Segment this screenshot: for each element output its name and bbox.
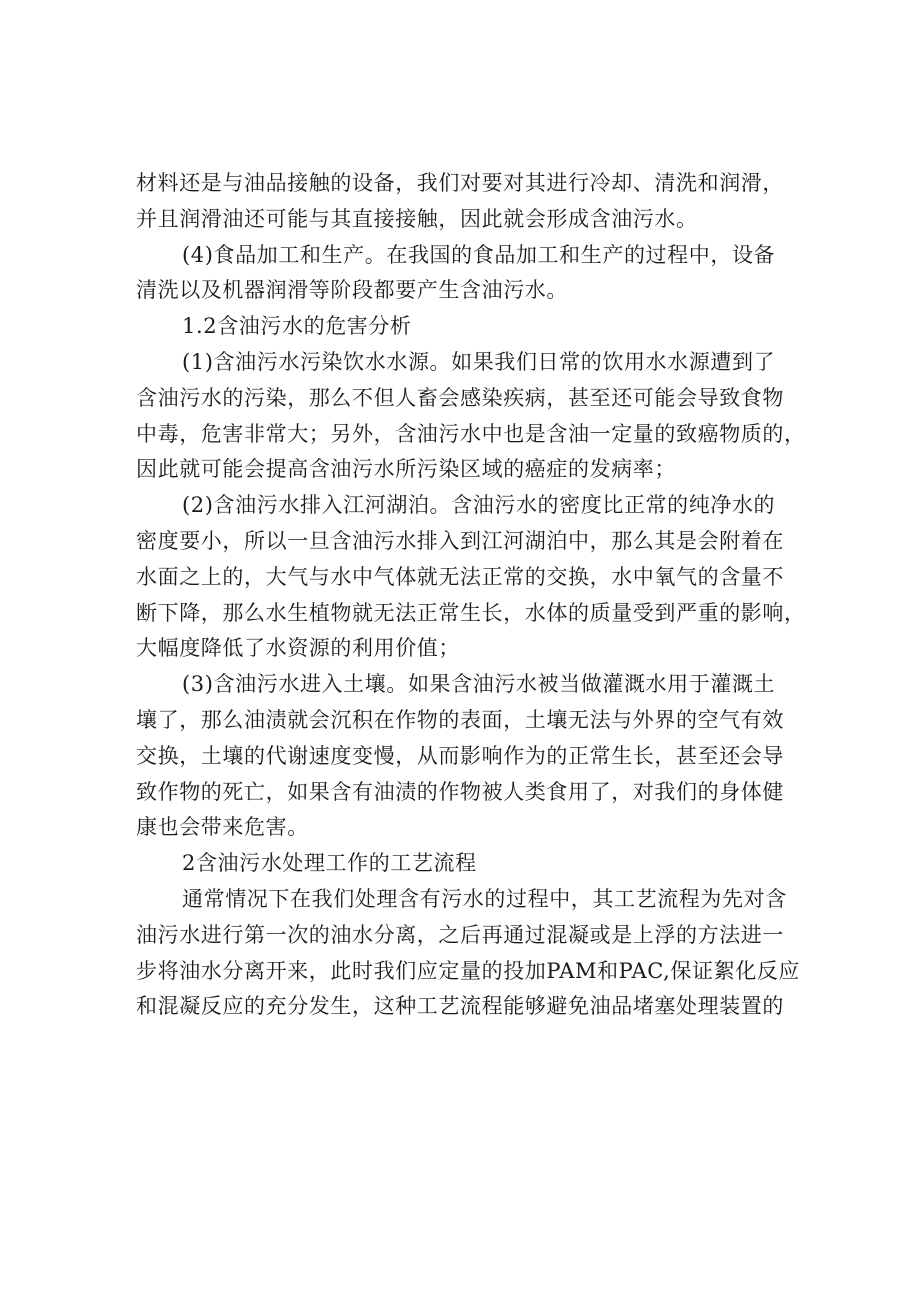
text-line: 密度要小，所以一旦含油污水排入到江河湖泊中，那么其是会附着在 [136, 528, 784, 553]
text-line: 步将油水分离开来，此时我们应定量的投加PAM和PAC,保证絮化反应 [136, 958, 801, 983]
text-line: 致作物的死亡，如果含有油渍的作物被人类食用了，对我们的身体健 [136, 779, 784, 804]
text-line: 2含油污水处理工作的工艺流程 [182, 851, 477, 876]
text-line: (1)含油污水污染饮水水源。如果我们日常的饮用水水源遭到了 [182, 349, 776, 374]
text-line: 壤了，那么油渍就会沉积在作物的表面，土壤无法与外界的空气有效 [136, 707, 784, 732]
text-line: 1.2含油污水的危害分析 [182, 314, 412, 339]
text-line: 康也会带来危害。 [136, 815, 309, 840]
text-line: 清洗以及机器润滑等阶段都要产生含油污水。 [136, 278, 568, 303]
text-line: 材料还是与油品接触的设备，我们对要对其进行冷却、清洗和润滑， [136, 171, 784, 195]
text-line: 含油污水的污染，那么不但人畜会感染疾病，甚至还可能会导致食物 [136, 385, 784, 410]
text-line: (4)食品加工和生产。在我国的食品加工和生产的过程中，设备 [182, 242, 776, 267]
text-line: 中毒，危害非常大；另外，含油污水中也是含油一定量的致癌物质的， [136, 421, 806, 446]
text-line: 交换，土壤的代谢速度变慢，从而影响作为的正常生长，甚至还会导 [136, 743, 784, 768]
text-line: 并且润滑油还可能与其直接接触，因此就会形成含油污水。 [136, 206, 698, 231]
text-line: 因此就可能会提高含油污水所污染区域的癌症的发病率； [136, 457, 676, 482]
text-line: 水面之上的，大气与水中气体就无法正常的交换，水中氧气的含量不 [136, 564, 784, 589]
document-body [136, 166, 806, 1025]
text-line: (3)含油污水进入土壤。如果含油污水被当做灌溉水用于灌溉土 [182, 672, 776, 697]
text-line: (2)含油污水排入江河湖泊。含油污水的密度比正常的纯净水的 [182, 493, 776, 518]
text-line: 油污水进行第一次的油水分离，之后再通过混凝或是上浮的方法进一 [136, 922, 784, 947]
text-line: 通常情况下在我们处理含有污水的过程中，其工艺流程为先对含 [182, 886, 787, 911]
text-line: 大幅度降低了水资源的利用价值； [136, 636, 460, 661]
text-line: 和混凝反应的充分发生，这种工艺流程能够避免油品堵塞处理装置的 [136, 994, 784, 1019]
text-line: 断下降，那么水生植物就无法正常生长，水体的质量受到严重的影响， [136, 600, 806, 625]
